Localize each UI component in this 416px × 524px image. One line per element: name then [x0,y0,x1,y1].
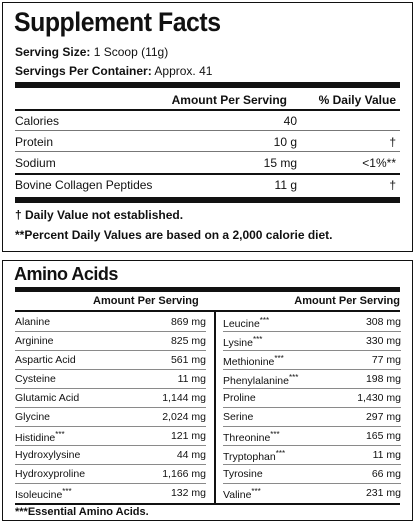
amino-acid-name [15,392,79,404]
nutrient-row-collagen [15,175,400,195]
amino-acid-amount: 561 mg [170,354,206,366]
amino-acid-name-text: Glutamic Acid [15,392,80,404]
amino-acid-row [15,408,206,427]
amino-acid-name [223,487,261,501]
amino-acid-row [15,370,206,389]
amino-acid-name [15,373,56,385]
amino-acid-name [223,335,262,349]
essential-marker: *** [288,373,299,382]
essential-marker: *** [274,354,284,363]
essential-marker: *** [270,430,280,439]
supplement-facts-title: Supplement Facts [14,7,221,37]
essential-marker: *** [62,487,72,496]
amino-acid-row [15,427,206,446]
amino-acid-amount: 869 mg [170,316,206,328]
nutrient-label: Calories [15,114,60,128]
amino-acid-amount: 330 mg [365,335,401,347]
amino-acid-name [15,487,72,501]
amino-acid-name-text: Threonine [223,432,271,444]
amino-column-divider [214,311,216,503]
amino-acid-name-text: Tryptophan [223,451,276,463]
facts-bottom-thick-rule [15,197,400,203]
amino-acid-name [15,316,50,328]
amino-acid-name [223,449,285,463]
amino-acid-name [15,335,54,347]
amino-acid-amount: 231 mg [365,487,401,499]
amino-acid-name-text: Isoleucine [15,489,63,501]
amino-acid-row [223,427,401,446]
amino-acid-row [15,465,206,484]
daily-value-footnote: † Daily Value not established. [15,208,184,222]
amino-acid-name-text: Hydroxyproline [15,468,86,480]
essential-marker: *** [55,430,65,439]
amino-acid-amount: 77 mg [371,354,401,366]
amino-acid-name-text: Histidine [15,432,56,444]
amino-acid-name-text: Leucine [223,318,260,330]
amino-acid-row [223,351,401,370]
amino-acid-name-text: Valine [223,489,252,501]
amino-acid-row [15,446,206,465]
nutrient-amount: 15 mg [263,156,297,170]
amino-acid-name-text: Hydroxylysine [15,449,81,461]
amino-acid-name [223,392,256,404]
supplement-facts-panel [2,2,413,252]
amino-acid-name [223,411,253,423]
amino-acid-row [223,332,401,351]
amount-per-serving-header: Amount Per Serving [171,93,287,107]
amino-acid-row [15,389,206,408]
essential-marker: *** [259,316,270,325]
amino-acid-name-text: Cysteine [15,373,56,385]
amino-acid-name [223,373,298,387]
nutrient-daily-value: <1%** [362,156,396,170]
amino-acid-amount: 66 mg [371,468,401,480]
percent-daily-value-footnote: **Percent Daily Values are based on a 2,000 calorie diet. [15,228,333,242]
amino-acid-row [15,313,206,332]
daily-value-header: % Daily Value [318,93,396,107]
amino-acid-name [15,411,50,423]
amino-acid-amount: 1,144 mg [162,392,206,404]
amino-acid-name [15,449,80,461]
amino-acid-row [223,446,401,465]
serving-size-line [15,45,168,59]
amino-acid-name-text: Tyrosine [223,468,263,480]
nutrient-row-sodium [15,153,400,173]
nutrient-amount: 40 [283,114,297,128]
essential-marker: *** [251,487,261,496]
essential-marker: *** [252,335,263,344]
amino-acid-amount: 11 mg [372,449,401,461]
amino-acid-amount: 825 mg [170,335,206,347]
amino-acid-amount: 165 mg [365,430,401,442]
amino-acid-amount: 2,024 mg [162,411,206,423]
amino-acid-name-text: Serine [223,411,254,423]
amino-acid-row [223,408,401,427]
amino-bottom-rule [15,503,400,505]
serving-size-label: Serving Size: [15,45,91,59]
amino-acid-amount: 1,166 mg [162,468,206,480]
facts-thick-rule [15,82,400,88]
amino-acid-amount: 11 mg [177,373,206,385]
amino-acid-amount: 308 mg [365,316,401,328]
amino-acid-row [223,465,401,484]
servings-per-container-line [15,64,212,78]
amino-acid-name-text: Aspartic Acid [15,354,76,366]
amino-acid-amount: 198 mg [365,373,401,385]
nutrient-daily-value: † [389,135,396,149]
amino-acid-name-text: Proline [223,392,256,404]
amino-acid-row [15,484,206,503]
amino-acid-amount: 44 mg [176,449,206,461]
nutrient-row-calories [15,111,400,131]
servings-per-container-value: Approx. 41 [154,64,213,78]
nutrient-amount: 10 g [273,135,297,149]
amino-acid-amount: 132 mg [170,487,206,499]
amino-acid-name [15,430,65,444]
amino-acid-row [223,484,401,503]
amino-acid-amount: 121 mg [170,430,206,442]
amino-acid-name-text: Methionine [223,356,275,368]
amino-acid-name [223,430,280,444]
amino-acid-amount: 297 mg [365,411,401,423]
nutrient-amount: 11 g [274,178,297,192]
amino-acid-name-text: Lysine [223,337,253,349]
amino-acid-name [223,468,263,480]
amino-acid-row [223,389,401,408]
essential-marker: *** [275,449,286,458]
amino-acid-name [15,468,85,480]
amino-acids-panel [2,260,413,521]
amino-acids-title: Amino Acids [14,264,118,284]
servings-per-container-label: Servings Per Container: [15,64,152,78]
amino-thick-rule [15,287,400,292]
amino-left-amount-header: Amount Per Serving [93,295,199,307]
amino-acid-name-text: Arginine [15,335,54,347]
amino-acid-name [223,354,284,368]
amino-acid-name-text: Alanine [15,316,51,328]
amino-acid-row [223,370,401,389]
nutrient-label: Bovine Collagen Peptides [15,178,153,192]
nutrient-daily-value: † [389,178,396,192]
essential-amino-footnote: ***Essential Amino Acids. [15,506,149,518]
amino-acid-name [223,316,269,330]
amino-acid-name [15,354,76,366]
amino-acid-name-text: Phenylalanine [223,375,289,387]
amino-right-amount-header: Amount Per Serving [294,295,400,307]
nutrient-label: Protein [15,135,54,149]
serving-size-value: 1 Scoop (11g) [93,45,169,59]
amino-header-rule [15,310,400,312]
amino-acid-row [15,332,206,351]
nutrient-row-protein [15,132,400,152]
amino-acid-amount: 1,430 mg [357,392,401,404]
nutrient-label: Sodium [15,156,56,170]
amino-acid-name-text: Glycine [15,411,51,423]
amino-acid-row [223,313,401,332]
amino-acid-row [15,351,206,370]
